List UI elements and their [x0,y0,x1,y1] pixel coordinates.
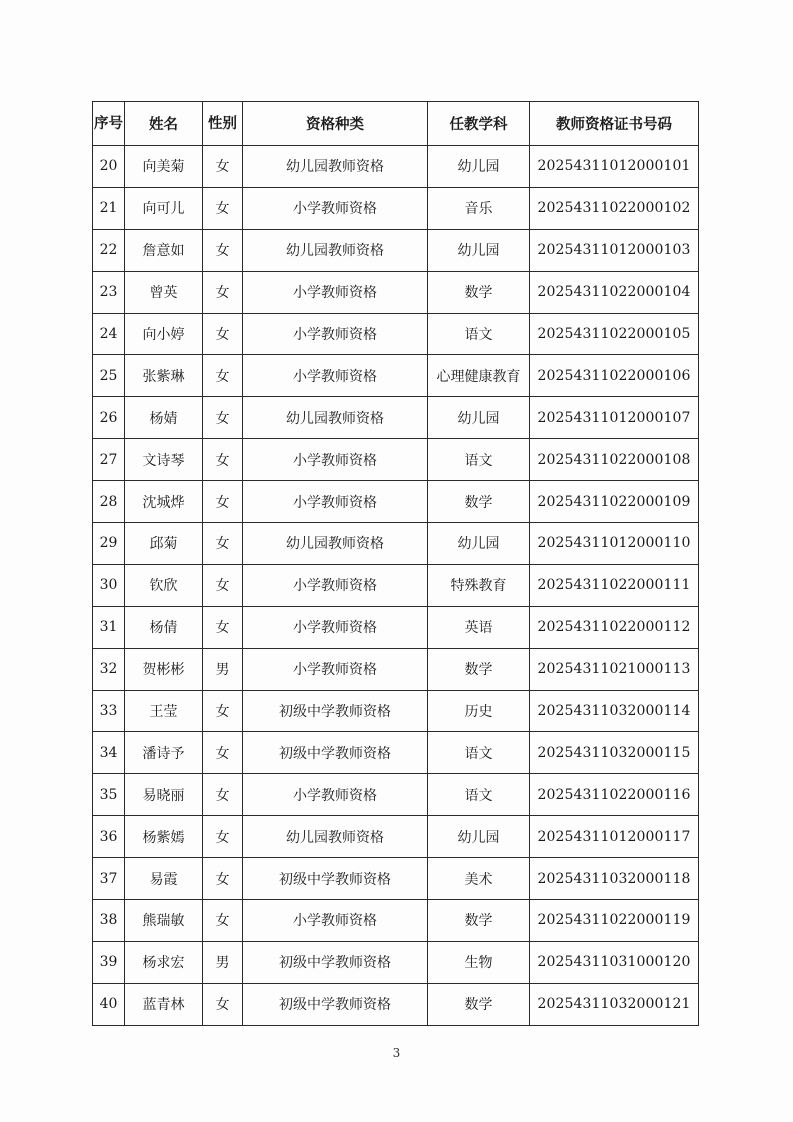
cell-seq: 40 [93,983,125,1025]
cell-seq: 34 [93,732,125,774]
cell-subject: 生物 [428,941,530,983]
table-row [93,690,699,732]
cell-qualification: 幼儿园教师资格 [243,397,428,439]
cell-name: 张紫琳 [125,355,203,397]
cell-seq: 22 [93,229,125,271]
cell-seq: 37 [93,858,125,900]
cell-name: 向可儿 [125,187,203,229]
cell-subject: 幼儿园 [428,397,530,439]
cell-certificate: 20254311022000106 [530,355,699,397]
table-row [93,229,699,271]
cell-seq: 33 [93,690,125,732]
cell-seq: 21 [93,187,125,229]
cell-subject: 数学 [428,900,530,942]
header-row [93,102,699,146]
cell-seq: 23 [93,271,125,313]
cell-name: 钦欣 [125,564,203,606]
table-row [93,523,699,565]
cell-subject: 特殊教育 [428,564,530,606]
cell-name: 潘诗予 [125,732,203,774]
cell-gender: 女 [203,983,243,1025]
cell-name: 向美菊 [125,146,203,188]
cell-qualification: 小学教师资格 [243,313,428,355]
cell-gender: 女 [203,187,243,229]
header-certificate: 教师资格证书号码 [530,102,699,146]
cell-subject: 数学 [428,648,530,690]
cell-gender: 女 [203,355,243,397]
table-row [93,858,699,900]
cell-name: 蓝青林 [125,983,203,1025]
cell-name: 邱菊 [125,523,203,565]
cell-subject: 数学 [428,481,530,523]
table-row [93,439,699,481]
cell-certificate: 20254311022000109 [530,481,699,523]
table-row [93,900,699,942]
cell-qualification: 小学教师资格 [243,774,428,816]
cell-name: 曾英 [125,271,203,313]
cell-qualification: 小学教师资格 [243,606,428,648]
cell-qualification: 小学教师资格 [243,355,428,397]
cell-seq: 39 [93,941,125,983]
cell-certificate: 20254311032000114 [530,690,699,732]
table-row [93,146,699,188]
cell-seq: 25 [93,355,125,397]
cell-certificate: 20254311031000120 [530,941,699,983]
cell-qualification: 小学教师资格 [243,648,428,690]
cell-seq: 24 [93,313,125,355]
cell-seq: 35 [93,774,125,816]
table-row [93,481,699,523]
header-seq: 序号 [93,102,125,146]
cell-gender: 女 [203,606,243,648]
header-subject: 任教学科 [428,102,530,146]
cell-gender: 女 [203,816,243,858]
cell-gender: 女 [203,439,243,481]
cell-qualification: 小学教师资格 [243,439,428,481]
cell-qualification: 初级中学教师资格 [243,858,428,900]
cell-seq: 32 [93,648,125,690]
cell-certificate: 20254311022000112 [530,606,699,648]
cell-subject: 幼儿园 [428,146,530,188]
table-body [93,146,699,1026]
cell-subject: 幼儿园 [428,229,530,271]
cell-name: 杨紫嫣 [125,816,203,858]
cell-name: 詹意如 [125,229,203,271]
cell-qualification: 幼儿园教师资格 [243,229,428,271]
cell-qualification: 小学教师资格 [243,900,428,942]
cell-seq: 36 [93,816,125,858]
cell-seq: 27 [93,439,125,481]
cell-subject: 数学 [428,271,530,313]
cell-subject: 英语 [428,606,530,648]
teacher-certificate-table [92,101,699,1026]
table-row [93,564,699,606]
cell-name: 向小婷 [125,313,203,355]
cell-subject: 语文 [428,313,530,355]
cell-gender: 女 [203,313,243,355]
table-row [93,648,699,690]
header-qualification: 资格种类 [243,102,428,146]
cell-gender: 女 [203,271,243,313]
cell-seq: 31 [93,606,125,648]
table-row [93,355,699,397]
cell-certificate: 20254311012000110 [530,523,699,565]
cell-certificate: 20254311022000102 [530,187,699,229]
cell-certificate: 20254311032000121 [530,983,699,1025]
cell-qualification: 小学教师资格 [243,271,428,313]
cell-subject: 数学 [428,983,530,1025]
cell-name: 易晓丽 [125,774,203,816]
table-header [93,102,699,146]
cell-certificate: 20254311022000119 [530,900,699,942]
cell-certificate: 20254311022000111 [530,564,699,606]
table-row [93,271,699,313]
cell-certificate: 20254311012000107 [530,397,699,439]
cell-qualification: 小学教师资格 [243,481,428,523]
cell-gender: 女 [203,774,243,816]
table-row [93,313,699,355]
cell-qualification: 初级中学教师资格 [243,983,428,1025]
cell-subject: 音乐 [428,187,530,229]
cell-name: 沈城烨 [125,481,203,523]
header-gender: 性别 [203,102,243,146]
cell-gender: 女 [203,858,243,900]
cell-name: 文诗琴 [125,439,203,481]
cell-name: 杨求宏 [125,941,203,983]
table-row [93,774,699,816]
cell-certificate: 20254311032000115 [530,732,699,774]
cell-subject: 幼儿园 [428,523,530,565]
cell-gender: 女 [203,690,243,732]
table-row [93,816,699,858]
cell-qualification: 小学教师资格 [243,564,428,606]
table-row [93,983,699,1025]
cell-gender: 女 [203,523,243,565]
cell-seq: 20 [93,146,125,188]
cell-certificate: 20254311032000118 [530,858,699,900]
cell-certificate: 20254311022000104 [530,271,699,313]
cell-seq: 28 [93,481,125,523]
cell-gender: 女 [203,564,243,606]
cell-certificate: 20254311021000113 [530,648,699,690]
cell-subject: 语文 [428,439,530,481]
cell-certificate: 20254311022000108 [530,439,699,481]
cell-qualification: 幼儿园教师资格 [243,523,428,565]
cell-gender: 女 [203,229,243,271]
header-name: 姓名 [125,102,203,146]
cell-subject: 美术 [428,858,530,900]
cell-seq: 29 [93,523,125,565]
cell-gender: 女 [203,900,243,942]
cell-name: 杨倩 [125,606,203,648]
cell-seq: 30 [93,564,125,606]
cell-certificate: 20254311012000103 [530,229,699,271]
cell-gender: 女 [203,397,243,439]
table-row [93,941,699,983]
table-row [93,397,699,439]
cell-gender: 女 [203,146,243,188]
cell-gender: 女 [203,481,243,523]
cell-certificate: 20254311022000116 [530,774,699,816]
cell-gender: 男 [203,648,243,690]
cell-name: 杨婧 [125,397,203,439]
cell-subject: 历史 [428,690,530,732]
cell-qualification: 初级中学教师资格 [243,690,428,732]
cell-qualification: 幼儿园教师资格 [243,816,428,858]
cell-certificate: 20254311022000105 [530,313,699,355]
cell-name: 王莹 [125,690,203,732]
cell-name: 熊瑞敏 [125,900,203,942]
cell-seq: 26 [93,397,125,439]
cell-subject: 幼儿园 [428,816,530,858]
cell-qualification: 初级中学教师资格 [243,732,428,774]
cell-name: 贺彬彬 [125,648,203,690]
cell-subject: 语文 [428,774,530,816]
cell-qualification: 初级中学教师资格 [243,941,428,983]
cell-qualification: 幼儿园教师资格 [243,146,428,188]
cell-certificate: 20254311012000117 [530,816,699,858]
cell-qualification: 小学教师资格 [243,187,428,229]
cell-certificate: 20254311012000101 [530,146,699,188]
cell-subject: 语文 [428,732,530,774]
cell-gender: 男 [203,941,243,983]
page-number: 3 [392,1046,401,1060]
cell-gender: 女 [203,732,243,774]
cell-name: 易霞 [125,858,203,900]
table-row [93,606,699,648]
table-row [93,732,699,774]
cell-subject: 心理健康教育 [428,355,530,397]
cell-seq: 38 [93,900,125,942]
table-row [93,187,699,229]
